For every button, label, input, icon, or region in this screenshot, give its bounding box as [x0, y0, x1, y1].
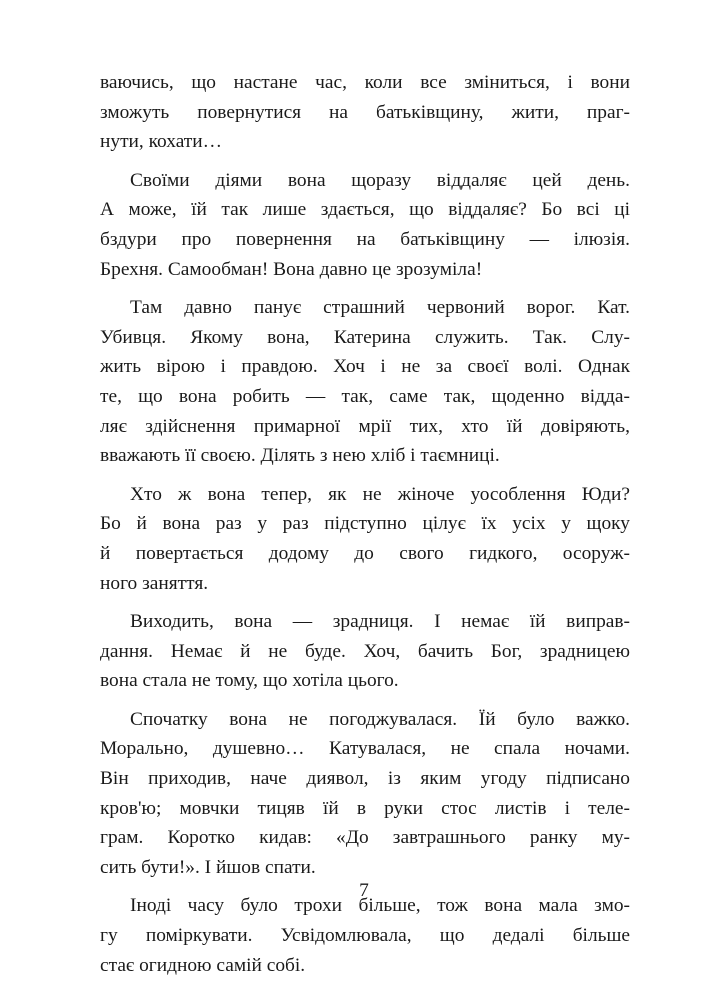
text-line: вона стала не тому, що хотіла цього. — [100, 670, 399, 692]
page-number: 7 — [359, 880, 369, 901]
text-line: вважають її своєю. Ділять з нею хліб і таємниці. — [100, 445, 500, 467]
text-line: стає огидною самій собі. — [100, 954, 306, 976]
text-line: зможуть повернутися на батьківщину, жити, праг- — [100, 101, 630, 123]
text-line: ляє здійснення примарної мрії тих, хто їй довіряють, — [100, 415, 630, 437]
text-line: кров'ю; мовчки тицяв їй в руки стос листів і теле- — [100, 797, 630, 819]
text-line: Своїми діями вона щоразу віддаляє цей день. — [130, 169, 630, 191]
text-line: жить вірою і правдою. Хоч і не за своєї волі. Однак — [100, 356, 630, 378]
paragraph — [100, 480, 630, 598]
text-line: сить бути!». І йшов спати. — [100, 856, 316, 878]
text-line: Виходить, вона — зрадниця. І немає їй виправ- — [130, 611, 630, 633]
text-line: дання. Немає й не буде. Хоч, бачить Бог, зрадницею — [100, 640, 630, 662]
text-line: нути, кохати… — [100, 131, 223, 153]
text-line: Брехня. Самообман! Вона давно це зрозуміла! — [100, 258, 483, 280]
text-line: Убивця. Якому вона, Катерина служить. Так. Слу- — [100, 326, 630, 348]
text-line: те, що вона робить — так, саме так, щоденно відда- — [100, 385, 630, 407]
text-line: грам. Коротко кидав: «До завтрашнього ранку му- — [100, 827, 630, 849]
text-line: ваючись, що настане час, коли все зміниться, і вони — [100, 72, 630, 93]
text-line: А може, їй так лише здається, що віддаляє? Бо всі ці — [100, 199, 630, 221]
text-line: Спочатку вона не погоджувалася. Їй було важко. — [130, 708, 630, 730]
text-line: гу поміркувати. Усвідомлювала, що дедалі більше — [100, 925, 630, 947]
paragraph — [100, 891, 630, 980]
text-line: Морально, душевно… Катувалася, не спала ночами. — [100, 738, 630, 760]
text-line: Іноді часу було трохи більше, тож вона мала змо- — [130, 895, 630, 917]
body-text — [100, 68, 630, 989]
paragraph — [100, 293, 630, 471]
text-line: Хто ж вона тепер, як не жіноче уособлення Юди? — [130, 483, 630, 505]
paragraph — [100, 166, 630, 284]
paragraph — [100, 607, 630, 696]
text-line: й повертається додому до свого гидкого, осоруж- — [100, 542, 630, 564]
text-line: Там давно панує страшний червоний ворог. Кат. — [130, 297, 630, 319]
text-line: ного заняття. — [100, 572, 209, 594]
text-line: Він приходив, наче диявол, із яким угоду підписано — [100, 768, 630, 790]
paragraph — [100, 705, 630, 883]
text-line: Бо й вона раз у раз підступно цілує їх усіх у щоку — [100, 513, 630, 535]
text-line: бздури про повернення на батьківщину — ілюзія. — [100, 228, 630, 250]
paragraph — [100, 68, 630, 157]
